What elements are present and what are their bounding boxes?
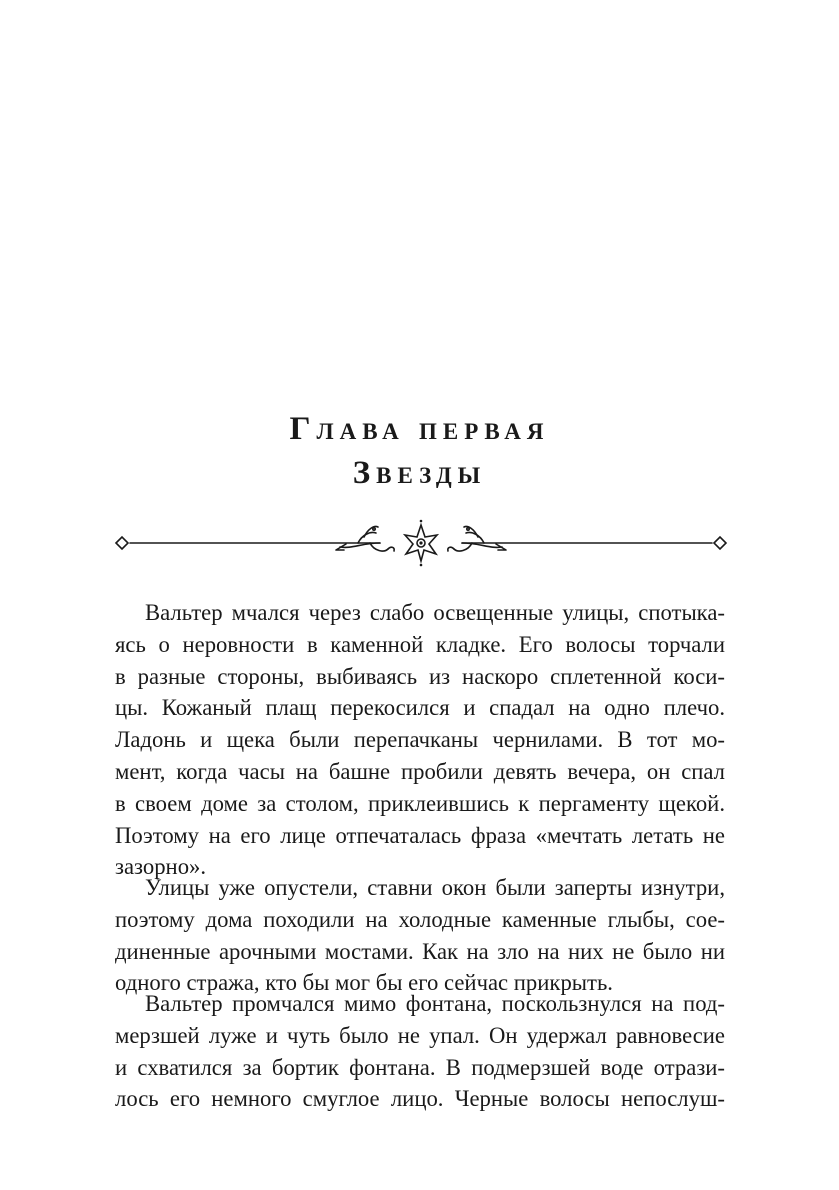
text-line: в своем доме за столом, приклеившись к пергаменту щекой. (115, 790, 725, 816)
text-line: зазорно». (115, 854, 207, 880)
paragraph-2 (115, 872, 725, 999)
text-line: лось его немного смуглое лицо. Черные волосы непослуш- (115, 1086, 725, 1112)
paragraph-3 (115, 988, 725, 1115)
text-line: ясь о неровности в каменной кладке. Его волосы торчали (115, 631, 725, 657)
text-line: мент, когда часы на башне пробили девять вечера, он спал (115, 758, 725, 784)
text-line: Поэтому на его лице отпечаталась фраза «мечтать летать не (115, 822, 725, 848)
paragraph-1 (115, 597, 725, 883)
text-line: и схватился за бортик фонтана. В подмерзшей воде отрази- (115, 1054, 725, 1080)
text-line: Улицы уже опустели, ставни окон были заперты изнутри, (145, 875, 725, 900)
text-line: Вальтер промчался мимо фонтана, поскользнулся на под- (145, 991, 725, 1016)
text-line: одного стража, кто бы мог бы его сейчас прикрыть. (115, 970, 613, 996)
ornament-divider-icon (112, 517, 730, 567)
text-line: поэтому дома походили на холодные каменные глыбы, сое- (115, 906, 725, 932)
text-line: диненные арочными мостами. Как на зло на них не было ни (115, 938, 725, 964)
text-line: Ладонь и щека были перепачканы чернилами. В тот мо- (115, 727, 725, 753)
text-line: мерзшей луже и чуть было не упал. Он удержал равновесие (115, 1022, 725, 1048)
text-line: Вальтер мчался через слабо освещенные улицы, спотыка- (145, 600, 725, 625)
chapter-title: Звезды (352, 455, 487, 491)
chapter-number-title: Глава первая (289, 411, 550, 447)
text-line: в разные стороны, выбиваясь из наскоро сплетенной коси- (115, 663, 725, 689)
text-line: цы. Кожаный плащ перекосился и спадал на одно плечо. (115, 695, 725, 721)
